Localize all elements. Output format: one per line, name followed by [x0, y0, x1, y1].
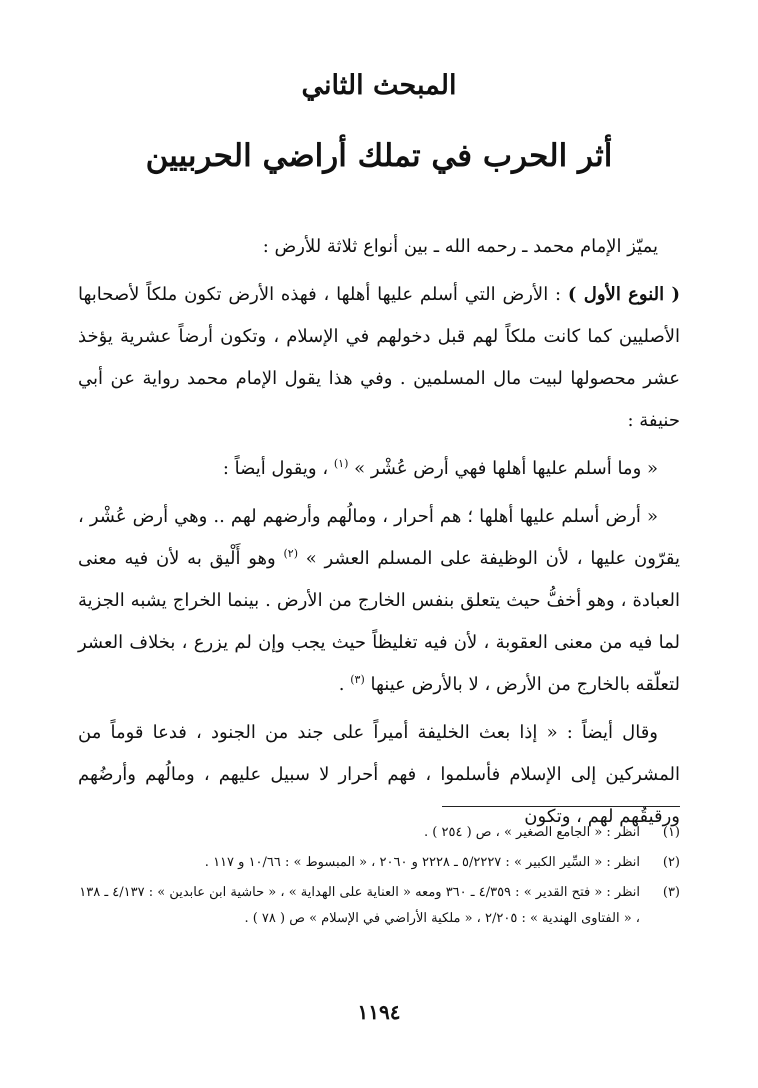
footnote-item [78, 850, 680, 876]
paragraph-second [78, 496, 680, 706]
footnote-item [78, 880, 680, 932]
quote-paragraph [78, 448, 680, 490]
footnote-text: انظر : « فتح القدير » : ٤/٣٥٩ ـ ٣٦٠ ومعه « العناية على الهداية » ، « حاشية ابن عابدين » : ٤/١٣٧ ـ ١٣٨ ، « الفتاوى الهندية » : ٢/٢٠٥ ، « ملكية الأراضي في الإسلام » ص ( ٧٨ ) . [79, 885, 640, 926]
footnote-text: انظر : « الجامع الصغير » ، ص ( ٢٥٤ ) . [424, 825, 640, 840]
section-title: المبحث الثاني [301, 70, 457, 101]
page-number: ١١٩٤ [357, 1000, 401, 1024]
intro-paragraph: يميّز الإمام محمد ـ رحمه الله ـ بين أنواع ثلاثة للأرض : [262, 236, 658, 257]
footnote-ref-2: (٢) [283, 547, 299, 560]
footnote-ref-1: (١) [333, 457, 349, 470]
paragraph-third: وقال أيضاً : « إذا بعث الخليفة أميراً على جند من الجنود ، فدعا قوماً من المشركين إلى الإسلام فأسلموا ، فهم أحرار لا سبيل عليهم ، ومالُهم وأرضُهم ورقيقُهم لهم ، وتكون [78, 722, 680, 827]
main-text [78, 226, 680, 844]
first-type-text: : الأرض التي أسلم عليها أهلها ، فهذه الأرض تكون ملكاً لأصحابها الأصليين كما كانت ملكاً لهم قبل دخولهم في الإسلام ، وتكون أرضاً عشرية يؤخذ عشر محصولها لبيت مال المسلمين . وفي هذا يقول الإمام محمد رواية عن أبي حنيفة : [78, 284, 680, 431]
second-end-text: . [338, 674, 351, 695]
second-commentary-text: وهو أَلْيق به لأن فيه معنى العبادة ، وهو أخفُّ حيث يتعلق بنفس الخارج من الأرض . بينما الخراج يشبه الجزية لما فيه من معنى العقوبة ، لأن فيه تغليظاً حيث يجب وإن لم يزرع ، بخلاف العشر لتعلّقه بالخارج من الأرض ، لا بالأرض عينها [78, 548, 680, 695]
footnote-number: (٢) [662, 855, 680, 870]
footnote-text: انظر : « السِّير الكبير » : ٥/٢٢٢٧ ـ ٢٢٢٨ و ٢٠٦٠ ، « المبسوط » : ١٠/٦٦ و ١١٧ . [204, 855, 640, 870]
first-type-label: ( النوع الأول ) [567, 284, 681, 305]
footnote-number: (١) [662, 825, 680, 840]
footnote-ref-3: (٣) [350, 673, 365, 686]
second-quote-text: « أرض أسلم عليها أهلها ؛ هم أحرار ، ومالُهم وأرضهم لهم .. وهي أرض عُشْر ، يقرّون عليها ، لأن الوظيفة على المسلم العشر » [78, 506, 680, 569]
paragraph-first-type [78, 274, 680, 442]
quote-after-text: ، ويقول أيضاً : [222, 458, 334, 479]
footnote-number: (٣) [662, 885, 680, 900]
footnotes [78, 820, 680, 936]
footnote-item [78, 820, 680, 846]
footnote-divider [442, 806, 680, 807]
section-subtitle: أثر الحرب في تملك أراضي الحربيين [145, 138, 613, 174]
quote-text: « وما أسلم عليها أهلها فهي أرض عُشْر » [354, 458, 658, 479]
